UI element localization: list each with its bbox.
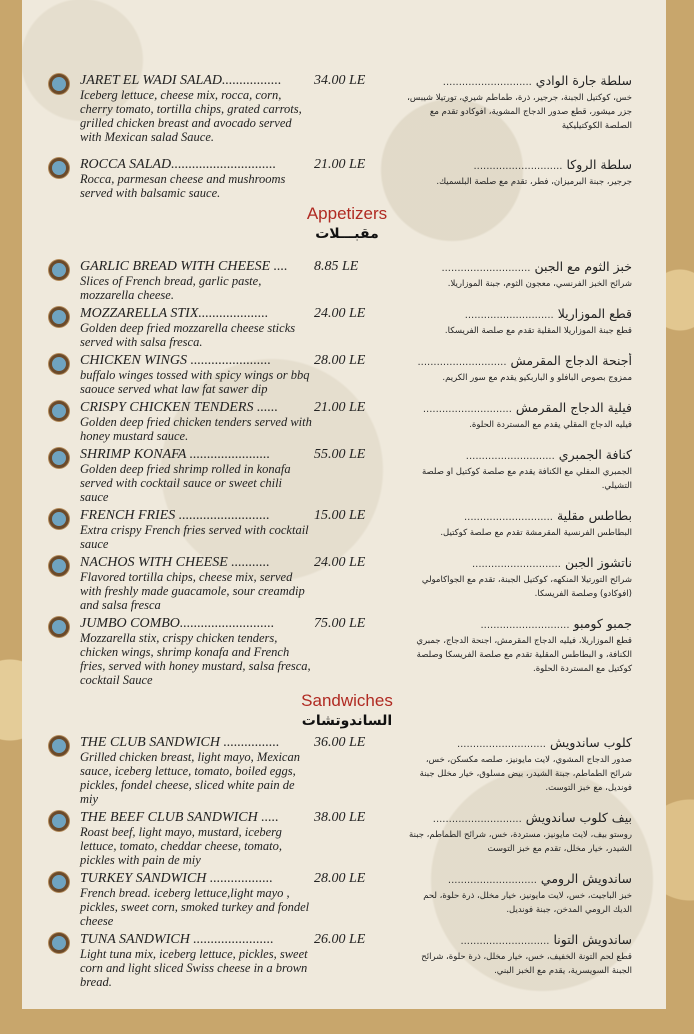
item-english: [80, 353, 312, 396]
item-english: [80, 735, 312, 806]
item-description: Golden deep fried mozzarella cheese sticks served with salsa fresca.: [80, 321, 296, 349]
item-price: 15.00 LE: [314, 508, 366, 523]
item-price: 8.85 LE: [314, 259, 359, 274]
item-description: French bread. iceberg lettuce,light mayo , pickles, sweet corn, smoked turkey and fondel cheese: [80, 886, 310, 928]
item-description: Extra crispy French fries served with cocktail sauce: [80, 523, 309, 551]
item-arabic: [407, 871, 632, 917]
item-name-arabic: خبز الثوم مع الجبن: [534, 259, 632, 274]
item-arabic: [407, 73, 632, 133]
item-name-arabic: سلطة جارة الوادي: [535, 73, 632, 88]
menu-bullet-icon: [49, 158, 69, 178]
item-arabic: [407, 157, 632, 189]
item-name-arabic: ساندويش التونا: [553, 932, 632, 947]
item-english: [80, 555, 312, 612]
item-arabic: [407, 400, 632, 432]
item-description-arabic: خس، كوكتيل الجبنة، جرجير، ذرة، طماطم شيري، تورتيلا شيبس، جزر ميشور، قطع صدور الدجاج المشوية، افوكادو تقدم مع الصلصة الكوكتيليكية: [407, 93, 632, 131]
item-description-arabic: روستو بيف، لايت مايونيز، مستردة، خس، شرائح الطماطم، جبنة الشيدر، خيار مخلل، تقدم مع خبز التوست: [409, 830, 632, 854]
leader-dots: ............................: [471, 559, 561, 570]
menu-bullet-icon: [49, 811, 69, 831]
leader-dots: ............................: [460, 936, 550, 947]
leader-dots: ............................: [465, 451, 555, 462]
item-english: [80, 73, 312, 144]
menu-bullet-icon: [49, 509, 69, 529]
item-name: SHRIMP KONAFA .......................: [80, 447, 271, 462]
menu-bullet-icon: [49, 872, 69, 892]
item-description: Mozzarella stix, crispy chicken tenders, chicken wings, shrimp konafa and French fries, served with honey mustard, salsa fresca, cocktail Sauce: [80, 631, 311, 687]
item-name: TUNA SANDWICH .......................: [80, 932, 274, 947]
item-english: [80, 400, 312, 443]
menu-bullet-icon: [49, 736, 69, 756]
item-description: Rocca, parmesan cheese and mushrooms served with balsamic sauce.: [80, 172, 286, 200]
item-description: Iceberg lettuce, cheese mix, rocca, corn, cherry tomato, tortilla chips, grated carrots, grilled chicken breast and avocado served with Mexican salad Sauce.: [80, 88, 302, 144]
item-english: [80, 932, 312, 989]
menu-bullet-icon: [49, 617, 69, 637]
item-price: 75.00 LE: [314, 616, 366, 631]
item-name-arabic: كلوب ساندويش: [549, 735, 632, 750]
item-english: [80, 616, 312, 687]
item-arabic: [407, 447, 632, 493]
appetizers-heading: [247, 204, 447, 244]
item-description-arabic: قطع لحم التونة الخفيف، خس، خيار مخلل، ذرة حلوة، شرائح الجبنة السويسرية، يقدم مع الخبز البني.: [421, 952, 632, 976]
menu-bullet-icon: [49, 260, 69, 280]
item-price: 21.00 LE: [314, 157, 366, 172]
item-name: TURKEY SANDWICH ..................: [80, 871, 273, 886]
leader-dots: ............................: [417, 357, 507, 368]
item-english: [80, 871, 312, 928]
item-price: 28.00 LE: [314, 353, 366, 368]
menu-bullet-icon: [49, 401, 69, 421]
item-description: Slices of French bread, garlic paste, mozzarella cheese.: [80, 274, 262, 302]
item-arabic: [407, 932, 632, 978]
item-description-arabic: جرجير، جبنة البرميزان، فطر، تقدم مع صلصة البلسميك.: [436, 177, 632, 187]
item-arabic: [407, 616, 632, 676]
item-description-arabic: قطع جبنة الموزاريلا المقلية تقدم مع صلصة الفريسكا.: [444, 326, 632, 336]
item-arabic: [407, 810, 632, 856]
item-description: buffalo winges tossed with spicy wings or bbq saouce served what law fat sawer dip: [80, 368, 310, 396]
item-price: 24.00 LE: [314, 306, 366, 321]
item-name-arabic: بطاطس مقلية: [556, 508, 632, 523]
item-name-arabic: بيف كلوب ساندويش: [525, 810, 632, 825]
item-description: Light tuna mix, iceberg lettuce, pickles, sweet corn and light sliced Swiss cheese in a brown bread.: [80, 947, 308, 989]
sandwiches-title-arabic: الساندوتشات: [301, 713, 393, 729]
item-name: NACHOS WITH CHEESE ...........: [80, 555, 270, 570]
item-description-arabic: ممزوج بصوص البافلو و الباربكيو يقدم مع سور الكريم.: [442, 373, 632, 383]
leader-dots: ............................: [463, 512, 553, 523]
menu-bullet-icon: [49, 307, 69, 327]
leader-dots: ............................: [473, 161, 563, 172]
menu-bullet-icon: [49, 933, 69, 953]
item-name-arabic: فيلية الدجاج المقرمش: [515, 400, 632, 415]
item-price: 36.00 LE: [314, 735, 366, 750]
item-name-arabic: جمبو كومبو: [573, 616, 632, 631]
item-name: FRENCH FRIES ..........................: [80, 508, 270, 523]
item-price: 26.00 LE: [314, 932, 366, 947]
item-description-arabic: البطاطس الفرنسية المقرمشة تقدم مع صلصة كوكتيل.: [440, 528, 632, 538]
item-price: 55.00 LE: [314, 447, 366, 462]
menu-bullet-icon: [49, 448, 69, 468]
item-arabic: [407, 353, 632, 385]
item-description-arabic: شرائح الخبز الفرنسي، معجون الثوم، جبنة الموزاريلا.: [447, 279, 632, 289]
item-name: THE BEEF CLUB SANDWICH .....: [80, 810, 279, 825]
item-description: Flavored tortilla chips, cheese mix, served with freshly made guacamole, sour creamdip and salsa fresca: [80, 570, 305, 612]
item-name-arabic: ناتشوز الجبن: [564, 555, 632, 570]
sandwiches-title: Sandwiches: [301, 691, 393, 710]
leader-dots: ............................: [456, 739, 546, 750]
leader-dots: ............................: [422, 404, 512, 415]
item-name-arabic: قطع الموزاريلا: [557, 306, 632, 321]
leader-dots: ............................: [432, 814, 522, 825]
item-name-arabic: كنافة الجمبري: [558, 447, 632, 462]
leader-dots: ............................: [480, 620, 570, 631]
item-price: 38.00 LE: [314, 810, 366, 825]
item-english: [80, 508, 312, 551]
item-english: [80, 157, 312, 200]
item-description-arabic: فيليه الدجاج المقلي يقدم مع المستردة الحلوة.: [469, 420, 632, 430]
item-english: [80, 447, 312, 504]
item-arabic: [407, 508, 632, 540]
item-price: 34.00 LE: [314, 73, 366, 88]
item-description: Golden deep fried chicken tenders served with honey mustard sauce.: [80, 415, 312, 443]
item-name: GARLIC BREAD WITH CHEESE ....: [80, 259, 288, 274]
menu-bullet-icon: [49, 354, 69, 374]
item-name-arabic: ساندويش الرومي: [540, 871, 632, 886]
item-arabic: [407, 259, 632, 291]
menu-bullet-icon: [49, 556, 69, 576]
item-description-arabic: شرائح التورتيلا المنكهه، كوكتيل الجبنة، تقدم مع الجواكامولي (افوكادو) وصلصة الفريسكا.: [421, 575, 632, 599]
appetizers-title: Appetizers: [306, 204, 388, 223]
item-description-arabic: خبز الباجيت، خس، لايت مايونيز، خيار مخلل، ذرة حلوة، لحم الديك الرومي المدخن، جبنة فونديل.: [423, 891, 632, 915]
item-description-arabic: صدور الدجاج المشوي، لايت مايونيز، صلصه مكسكن، خس، شرائح الطماطم، جبنة الشيدر، بيض مسلوق، خيار مخلل جبنة فونديل، مع خبز التوست.: [419, 755, 632, 793]
item-name: THE CLUB SANDWICH ................: [80, 735, 280, 750]
leader-dots: ............................: [441, 263, 531, 274]
item-price: 28.00 LE: [314, 871, 366, 886]
item-arabic: [407, 306, 632, 338]
item-arabic: [407, 555, 632, 601]
sandwiches-heading: [247, 691, 447, 731]
leader-dots: ............................: [464, 310, 554, 321]
menu-bullet-icon: [49, 74, 69, 94]
item-english: [80, 306, 312, 349]
item-name: JUMBO COMBO...........................: [80, 616, 275, 631]
item-description-arabic: قطع الموزاريلا، فيليه الدجاج المقرمش، اجنحة الدجاج، جمبري الكنافة، و البطاطس المقلية تقدم مع صلصة الفريسكا وصلصة كوكتيل مع المستردة الحلوة.: [416, 636, 632, 674]
item-name-arabic: أجنحة الدجاج المقرمش: [510, 353, 632, 368]
item-arabic: [407, 735, 632, 795]
item-description: Golden deep fried shrimp rolled in konafa served with cocktail sauce or sweet chili sauce: [80, 462, 291, 504]
item-description-arabic: الجمبري المقلي مع الكنافة يقدم مع صلصة كوكتيل او صلصة التشيلي.: [421, 467, 632, 491]
item-price: 24.00 LE: [314, 555, 366, 570]
item-name-arabic: سلطة الروكا: [566, 157, 632, 172]
item-name: ROCCA SALAD..............................: [80, 157, 277, 172]
item-description: Grilled chicken breast, light mayo, Mexican sauce, iceberg lettuce, tomato, boiled eggs, pickles, fondel cheese, sliced white pain de miy: [80, 750, 300, 806]
item-description: Roast beef, light mayo, mustard, iceberg lettuce, tomato, cheddar cheese, tomato, pickles with pain de miy: [80, 825, 283, 867]
item-english: [80, 810, 312, 867]
item-name: JARET EL WADI SALAD.................: [80, 73, 282, 88]
appetizers-title-arabic: مقبـــلات: [315, 226, 379, 242]
leader-dots: ............................: [442, 77, 532, 88]
item-price: 21.00 LE: [314, 400, 366, 415]
item-name: CRISPY CHICKEN TENDERS ......: [80, 400, 278, 415]
leader-dots: ............................: [447, 875, 537, 886]
item-name: MOZZARELLA STIX....................: [80, 306, 269, 321]
item-name: CHICKEN WINGS .......................: [80, 353, 271, 368]
item-english: [80, 259, 312, 302]
